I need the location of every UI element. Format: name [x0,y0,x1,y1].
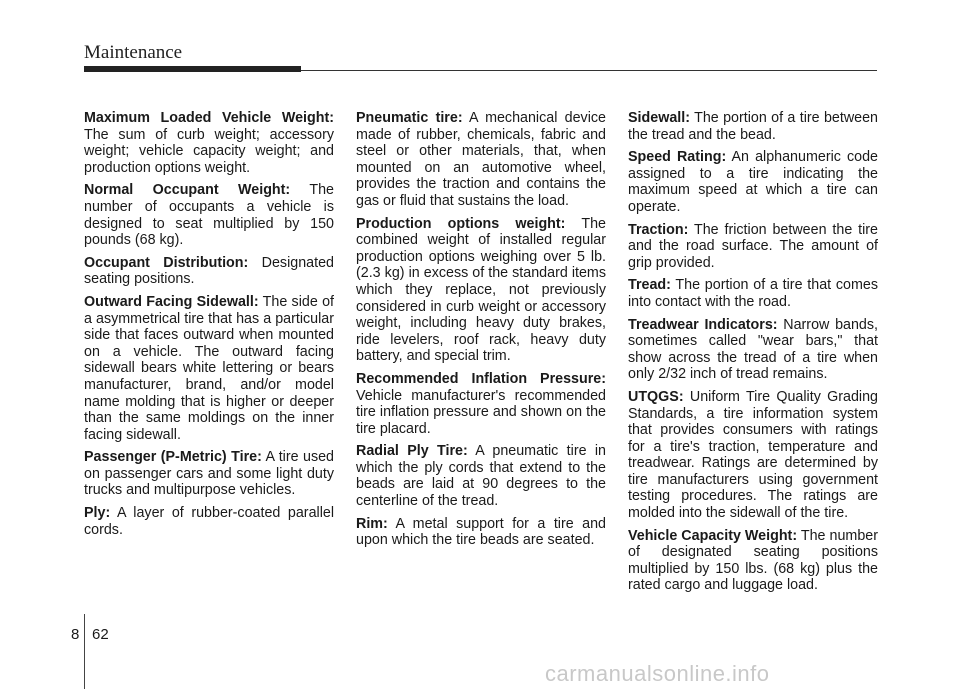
watermark: carmanualsonline.info [545,661,770,686]
glossary-definition: The portion of a tire between the tread and the bead. [628,110,878,143]
footer-divider [84,614,85,689]
glossary-term: Rim: [356,515,388,532]
page-number: 62 [92,626,109,643]
glossary-term: Recommended Inflation Pressure: [356,370,606,387]
glossary-term: Radial Ply Tire: [356,443,468,460]
glossary-term: Ply: [84,505,111,522]
glossary-entry [356,371,606,437]
glossary-term: Speed Rating: [628,149,727,166]
glossary-term: Passenger (P-Metric) Tire: [84,449,262,466]
glossary-entry [84,255,334,288]
glossary-entry [356,443,606,509]
glossary-term: Vehicle Capacity Weight: [628,527,798,544]
glossary-entry [628,317,878,383]
glossary-definition: The portion of a tire that comes into contact with the road. [628,277,878,310]
glossary-entry [356,216,606,365]
glossary-definition: The sum of curb weight; accessory weight; vehicle capacity weight; and production options weight. [84,126,334,176]
glossary-entry [84,294,334,443]
glossary-term: Traction: [628,221,689,238]
glossary-definition: A mechanical device made of rubber, chemicals, fabric and steel or other materials, that, when mounted on an automotive wheel, provides the traction and contains the gas or fluid that sustains the load. [356,110,606,209]
glossary-definition: The number of designated seating positions multiplied by 150 lbs. (68 kg) plus the rated cargo and luggage load. [628,527,878,594]
glossary-definition: The combined weight of installed regular production options weighing over 5 lb.(2.3 kg) in excess of the standard items which they replace, not previously considered in curb weight or accessory weight, including heavy duty brakes, ride levelers, roof rack, heavy duty battery, and special trim. [356,215,607,365]
glossary-term: Occupant Distribution: [84,254,249,271]
glossary-definition: A pneumatic tire in which the ply cords that extend to the beads are laid at 90 degrees to the centerline of the tread. [356,443,606,510]
glossary-entry [356,516,606,549]
glossary-definition: The side of a asymmetrical tire that has a particular side that faces outward when mounted on a vehicle. The outward facing sidewall bears white lettering or bears manufacturer, brand, and/or model name molding that is higher or deeper than the same moldings on the inner facing sidewall. [84,293,334,443]
glossary-entry [628,149,878,215]
glossary-definition: The number of occupants a vehicle is designed to seat multiplied by 150 pounds (68 kg). [84,182,334,249]
glossary-definition: Uniform Tire Quality Grading Standards, a tire information system that provides consumers with ratings for a tire's traction, temperature and treadwear. Ratings are determined by tire manufacturers using government testing procedures. The ratings are molded into the sidewall of the tire. [628,388,878,522]
glossary-definition: A tire used on passenger cars and some light duty trucks and multipurpose vehicles. [84,449,334,499]
glossary-entry [84,449,334,499]
glossary-term: Production options weight: [356,215,566,232]
glossary-definition: An alphanumeric code assigned to a tire indicating the maximum speed at which a tire can operate. [628,149,878,215]
glossary-entry [628,277,878,310]
glossary-entry [628,389,878,522]
glossary-entry [84,505,334,538]
glossary-definition: Vehicle manufacturer's recommended tire inflation pressure and shown on the tire placard. [356,387,606,437]
glossary-definition: Narrow bands, sometimes called "wear bars," that show across the tread of a tire when only 2/32 inch of tread remains. [628,316,878,383]
glossary-term: Treadwear Indicators: [628,316,778,333]
glossary-definition: A layer of rubber-coated parallel cords. [84,505,334,538]
glossary-entry [84,182,334,248]
glossary-term: Maximum Loaded Vehicle Weight: [84,110,334,126]
page-section-number: 8 [71,626,80,643]
page-header-title: Maintenance [84,42,183,63]
glossary-column-3 [628,110,878,600]
glossary-column-1 [84,110,334,544]
header-rule-accent [84,66,301,72]
glossary-term: Normal Occupant Weight: [84,182,291,199]
glossary-term: Tread: [628,277,671,294]
glossary-definition: The friction between the tire and the road surface. The amount of grip provided. [628,221,878,271]
glossary-entry [628,110,878,143]
glossary-column-2 [356,110,606,555]
glossary-definition: Designated seating positions. [84,254,334,288]
glossary-term: Pneumatic tire: [356,110,463,126]
glossary-entry [84,110,334,176]
glossary-entry [628,528,878,594]
glossary-entry [628,222,878,272]
glossary-term: UTQGS: [628,388,684,405]
glossary-entry [356,110,606,210]
glossary-term: Sidewall: [628,110,690,126]
glossary-definition: A metal support for a tire and upon which the tire beads are seated. [356,515,606,549]
glossary-term: Outward Facing Sidewall: [84,293,259,310]
